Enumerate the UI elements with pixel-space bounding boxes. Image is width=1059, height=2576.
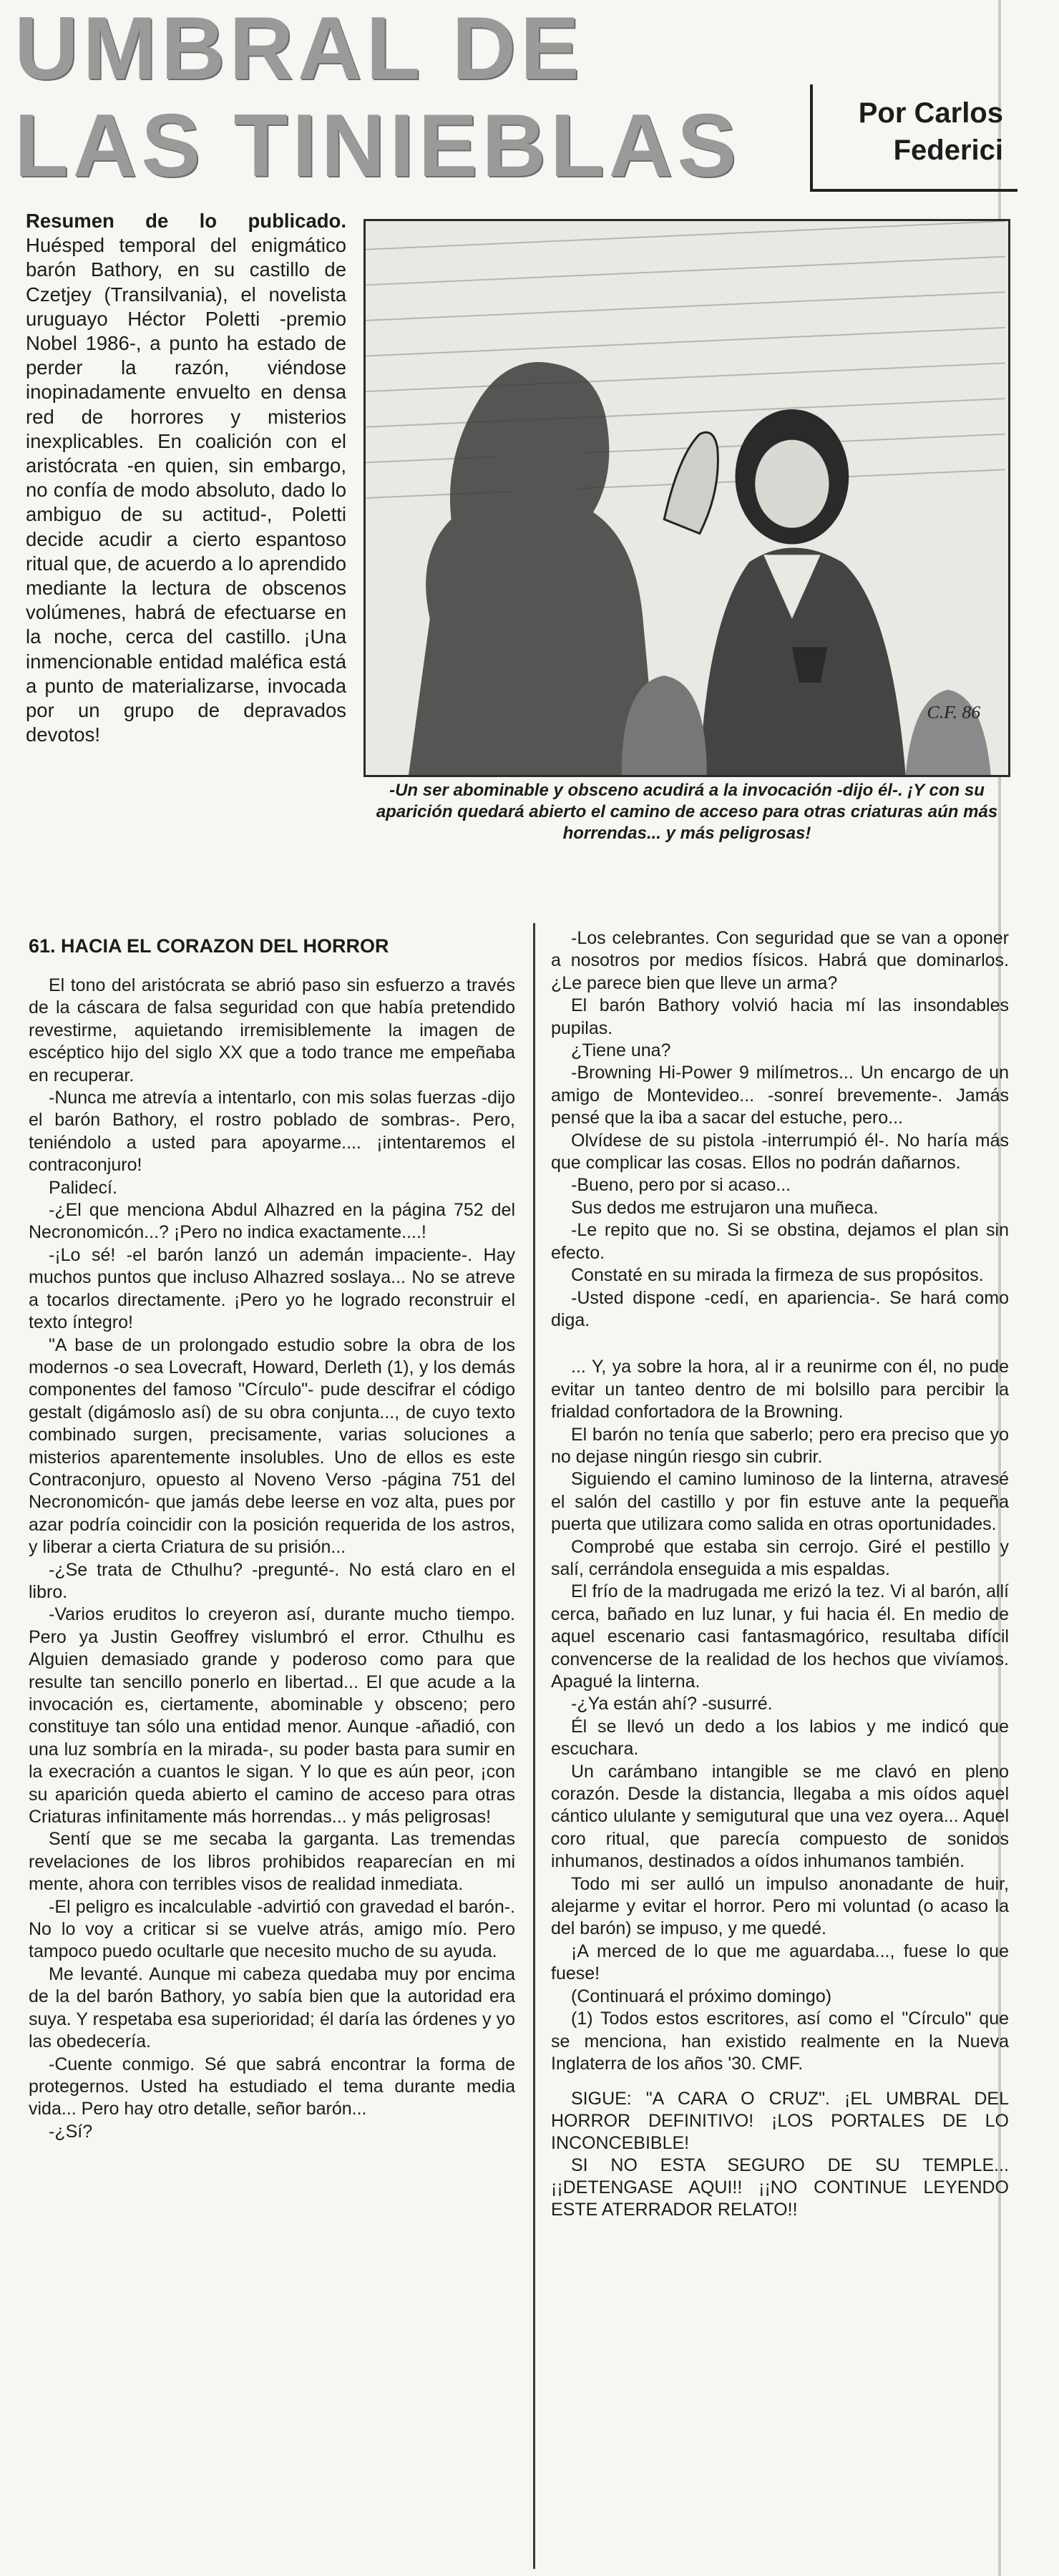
right-paragraph: Un carámbano intangible se me clavó en pleno corazón. Desde la distancia, llegaba a mis oídos aquel cántico ululante y semigutural que una vez oyera... Aquel coro ritual, que parecía compuesto de sonidos inhumanos, destinados a oídos inhumanos también. — [551, 1761, 1009, 1872]
left-paragraph: -¡Lo sé! -el barón lanzó un ademán impaciente-. Hay muchos puntos que incluso Alhazred soslaya... No se atreve a tocarlos directamente. ¡Pero yo he logrado reconstruir el texto íntegro! — [29, 1244, 515, 1333]
right-paragraph: ... Y, ya sobre la hora, al ir a reunirme con él, no pude evitar un tanteo dentro de mi bolsillo para percibir la frialdad confortadora de la Browning. — [551, 1357, 1009, 1423]
left-paragraph: -¿El que menciona Abdul Alhazred en la página 752 del Necronomicón...? ¡Pero no indica exactamente....! — [29, 1200, 515, 1243]
right-column — [551, 927, 1009, 2221]
right-paragraph: Constaté en su mirada la firmeza de sus propósitos. — [571, 1265, 984, 1286]
left-paragraph: -Varios eruditos lo creyeron así, durante mucho tiempo. Pero ya Justin Geoffrey vislumbró el error. Cthulhu es Alguien demasiado grande y poderoso como para que resulte tan sencillo ponerlo en libertad... El que acude a la invocación es, ciertamente, abominable y obsceno; pero constituye tan sólo una entidad menor. Aunque -añadió, con una luz sombría en la mirada-, su poder basta para sumir en la execración a cuantos le sigan. Y lo que es aún peor, ¡con su aparición queda abierto el camino de acceso para otras Criaturas infinitamente más horrendas... y más peligrosas! — [29, 1604, 515, 1828]
next-episode-promo — [551, 2088, 1009, 2221]
byline-line-1: Por Carlos — [858, 97, 1003, 129]
left-paragraph: -Nunca me atrevía a intentarlo, con mis solas fuerzas -dijo el barón Bathory, el rostro poblado de sombras-. Pero, teniéndolo a usted para apoyarme.... ¡intentaremos el contraconjuro! — [29, 1088, 515, 1176]
left-paragraph: El tono del aristócrata se abrió paso sin esfuerzo a través de la cáscara de falsa seguridad con que había pretendido revestirme, aquietando irremisiblemente la imagen de escéptico hijo del siglo XX que a todo trance me empeñaba en recuperar. — [29, 975, 515, 1085]
right-paragraph: -Le repito que no. Si se obstina, dejamos el plan sin efecto. — [551, 1220, 1009, 1263]
left-paragraph: Me levanté. Aunque mi cabeza quedaba muy por encima de la del barón Bathory, yo sabía bien que la autoridad era suya. Y respetaba esa superioridad; él daría las órdenes y yo las obedecería. — [29, 1963, 515, 2052]
illustration-drawing — [366, 221, 1008, 775]
right-paragraph: El barón no tenía que saberlo; pero era preciso que yo no dejase ningún riesgo sin cubrir. — [551, 1424, 1009, 1467]
right-paragraph: Comprobé que estaba sin cerrojo. Giré el pestillo y salí, cerrándola enseguida a mis espaldas. — [551, 1536, 1009, 1579]
left-paragraph: -¿Sí? — [49, 2121, 93, 2142]
right-paragraph: -¿Ya están ahí? -susurré. — [571, 1694, 773, 1714]
right-paragraph: -Browning Hi-Power 9 milímetros... Un encargo de un amigo de Montevideo... -sonreí brevemente-. Jamás pensé que la iba a sacar del estuche, pero... — [551, 1063, 1009, 1128]
right-paragraph: Sus dedos me estrujaron una muñeca. — [571, 1197, 879, 1218]
summary-block — [26, 209, 346, 747]
right-paragraph: Siguiendo el camino luminoso de la linterna, atravesé el salón del castillo y por fin estuve ante la pequeña puerta que utilizara como salida en otras oportunidades. — [551, 1469, 1009, 1535]
right-paragraph: -Usted dispone -cedí, en apariencia-. Se hará como diga. — [551, 1287, 1009, 1330]
right-paragraph: ¿Tiene una? — [571, 1040, 671, 1061]
artist-signature: C.F. 86 — [927, 701, 981, 723]
left-paragraph: -El peligro es incalculable -advirtió con gravedad el barón-. No lo voy a criticar si se vuelve atrás, amigo mío. Pero tampoco puedo ocultarle que necesito mucho de su ayuda. — [29, 1896, 515, 1962]
chapter-heading: 61. HACIA EL CORAZON DEL HORROR — [29, 935, 389, 957]
summary-lead: Resumen de lo publicado. — [26, 210, 346, 232]
summary-text: Huésped temporal del enigmático barón Bathory, en su castillo de Czetjey (Transilvania), el novelista uruguayo Héctor Poletti -premio Nobel 1986-, a punto ha estado de perder la razón, viéndose inopinadamente envuelto en densa red de horrores y misterios inexplicables. En coalición con el aristócrata -en quien, sin embargo, no confía de modo absoluto, dado lo ambiguo de su actitud-, Poletti decide acudir a cierto espantoso ritual que, de acuerdo a lo aprendido mediante la lectura de obscenos volúmenes, habrá de efectuarse en la noche, cerca del castillo. ¡Una inmencionable entidad maléfica está a punto de materializarse, invocada por un grupo de depravados devotos! — [26, 234, 346, 746]
left-paragraph: Sentí que se me secaba la garganta. Las tremendas revelaciones de los libros prohibidos reaparecían en mi mente, ahora con terribles visos de realidad inmediata. — [29, 1829, 515, 1895]
continuation-note: (Continuará el próximo domingo) — [571, 1986, 832, 2006]
promo-line: SIGUE: "A CARA O CRUZ". ¡EL UMBRAL DEL HORROR DEFINITIVO! ¡LOS PORTALES DE LO INCONCEBIBLE! — [551, 2089, 1009, 2154]
story-title — [14, 0, 816, 195]
left-column — [29, 975, 515, 2143]
right-paragraph: ¡A merced de lo que me aguardaba..., fuese lo que fuese! — [551, 1941, 1009, 1984]
right-paragraph: -Los celebrantes. Con seguridad que se van a oponer a nosotros por medios físicos. Habrá que dominarlos. ¿Le parece bien que lleve un arma? — [551, 928, 1009, 993]
byline-line-2: Federici — [893, 135, 1003, 166]
right-paragraph: El frío de la madrugada me erizó la tez. Vi al barón, allí cerca, bañado en luz lunar, y fui hacia él. En medio de aquel escenario casi fantasmagórico, resultaba difícil convencerse de la realidad de los hechos que vivíamos. Apagué la linterna. — [551, 1581, 1009, 1692]
column-divider — [533, 923, 535, 2569]
right-paragraph: Olvídese de su pistola -interrumpió él-. No haría más que complicar las cosas. Ellos no podrán dañarnos. — [551, 1130, 1009, 1174]
right-paragraph: Todo mi ser aulló un impulso anonadante de huir, alejarme y evitar el horror. Pero mi voluntad (o acaso la del barón) se impuso, y me quedé. — [551, 1873, 1009, 1939]
right-paragraph: Él se llevó un dedo a los labios y me indicó que escuchara. — [551, 1716, 1009, 1760]
title-line-2: LAS TINIEBLAS — [14, 97, 741, 195]
left-paragraph: -¿Se trata de Cthulhu? -pregunté-. No está claro en el libro. — [29, 1559, 515, 1602]
left-paragraph: Palidecí. — [49, 1177, 117, 1198]
byline — [810, 84, 1017, 192]
right-paragraph: -Bueno, pero por si acaso... — [571, 1175, 791, 1196]
footnote: (1) Todos estos escritores, así como el "Círculo" que se menciona, han existido realmente en la Nueva Inglaterra de los años '30. CMF. — [551, 2009, 1009, 2074]
left-paragraph: "A base de un prolongado estudio sobre la obra de los modernos -o sea Lovecraft, Howard, Derleth (1), y los demás componentes del famoso "Círculo"- pude descifrar el código gestalt (digámoslo así) de su obra conjunta..., de cuyo texto combinado surgen, precisamente, varias soluciones a misterios aparentemente insolubles. Uno de ellos es este Contraconjuro, opuesto al Noveno Verso -página 751 del Necronomicón- que jamás debe leerse en voz alta, pues por azar podría coincidir con la posición requerida de los astros, y liberar a cierta Criatura de su prisión... — [29, 1335, 515, 1558]
promo-line: SI NO ESTA SEGURO DE SU TEMPLE... ¡¡DETENGASE AQUI!! ¡¡NO CONTINUE LEYENDO ESTE ATERRADOR RELATO!! — [551, 2155, 1009, 2220]
story-illustration — [363, 219, 1010, 777]
right-paragraph: El barón Bathory volvió hacia mí las insondables pupilas. — [551, 995, 1009, 1038]
left-paragraph: -Cuente conmigo. Sé que sabrá encontrar la forma de protegernos. Usted ha estudiado el tema durante media vida... Pero hay otro detalle, señor barón... — [29, 2054, 515, 2119]
illustration-caption: -Un ser abominable y obsceno acudirá a la invocación -dijo él-. ¡Y con su aparición quedará abierto el camino de acceso para otras criaturas aún más horrendas... y más peligrosas! — [376, 781, 998, 843]
scene-break — [551, 1332, 1009, 1356]
title-line-1: UMBRAL DE — [14, 0, 584, 98]
